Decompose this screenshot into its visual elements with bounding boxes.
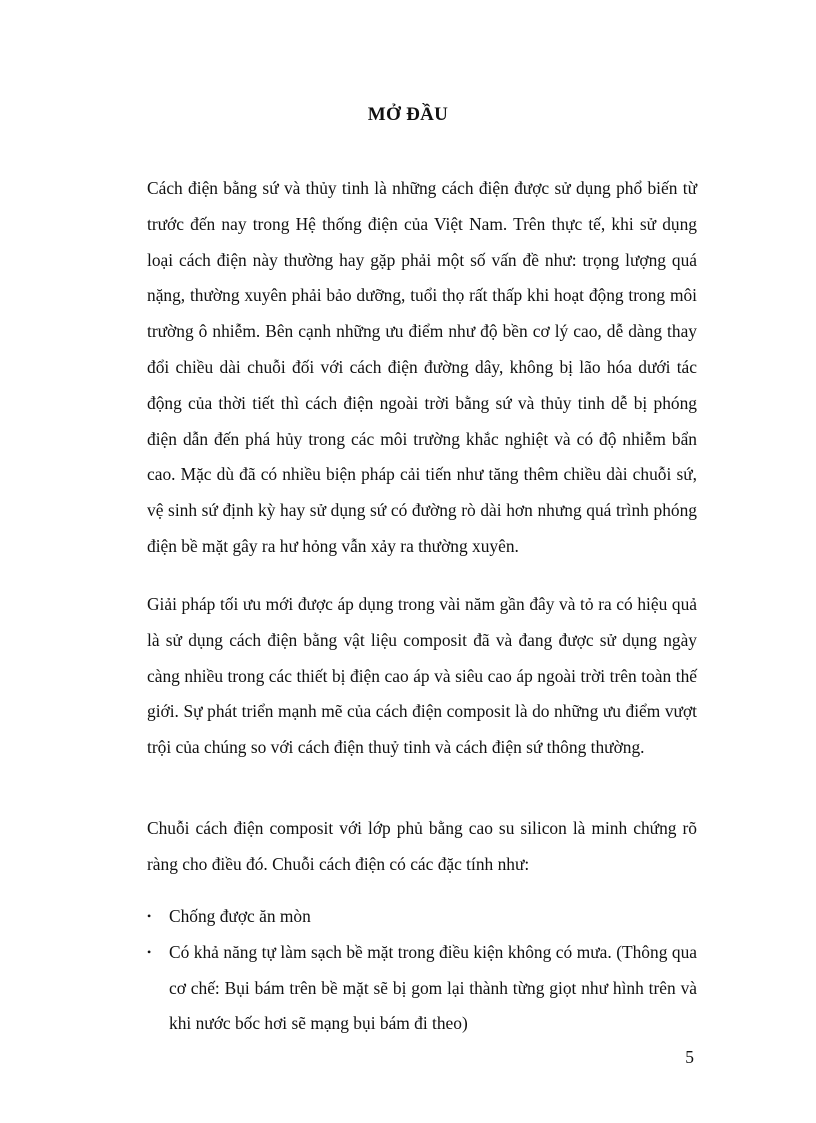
page-title: MỞ ĐẦU bbox=[367, 104, 449, 125]
paragraph-intro: Cách điện bằng sứ và thủy tinh là những cách điện được sử dụng phổ biến từ trước đến nay trong Hệ thống điện của Việt Nam. Trên thực tế, khi sử dụng loại cách điện này thường hay gặp phải một số vấn đề như: trọng lượng quá nặng, thường xuyên phải bảo dưỡng, tuổi thọ rất thấp khi hoạt động trong môi trường ô nhiễm. Bên cạnh những ưu điểm như độ bền cơ lý cao, dễ dàng thay đổi chiều dài chuỗi đối với cách điện đường dây, không bị lão hóa dưới tác động của thời tiết thì cách điện ngoài trời bằng sứ và thủy tinh dễ bị phóng điện dẫn đến phá hủy trong các môi trường khắc nghiệt và có độ nhiễm bẩn cao. Mặc dù đã có nhiều biện pháp cải tiến như tăng thêm chiều dài chuỗi sứ, vệ sinh sứ định kỳ hay sử dụng sứ có đường rò dài hơn nhưng quá trình phóng điện bề mặt gây ra hư hỏng vẫn xảy ra thường xuyên. bbox=[147, 178, 697, 556]
page-number: 5 bbox=[685, 1047, 694, 1067]
list-item-text: Có khả năng tự làm sạch bề mặt trong điều kiện không có mưa. (Thông qua cơ chế: Bụi bám trên bề mặt sẽ bị gom lại thành từng giọt như hình trên và khi nước bốc hơi sẽ mạng bụi bám đi theo) bbox=[169, 941, 697, 1034]
bullet-icon: • bbox=[147, 944, 152, 959]
bullet-icon: • bbox=[147, 909, 152, 923]
properties-list bbox=[147, 899, 697, 1042]
paragraph-solution: Giải pháp tối ưu mới được áp dụng trong vài năm gần đây và tỏ ra có hiệu quả là sử dụng cách điện bằng vật liệu composit đã và đang được sử dụng ngày càng nhiều trong các thiết bị điện cao áp và siêu cao áp ngoài trời trên toàn thế giới. Sự phát triển mạnh mẽ của cách điện composit là do những ưu điểm vượt trội của chúng so với cách điện thuỷ tinh và cách điện sứ thông thường. bbox=[147, 594, 697, 758]
list-item bbox=[147, 899, 697, 935]
list-item bbox=[147, 935, 697, 1042]
paragraph-properties: Chuỗi cách điện composit với lớp phủ bằng cao su silicon là minh chứng rõ ràng cho điều đó. Chuỗi cách điện có các đặc tính như: bbox=[147, 818, 697, 874]
list-item-text: Chống được ăn mòn bbox=[169, 906, 311, 926]
